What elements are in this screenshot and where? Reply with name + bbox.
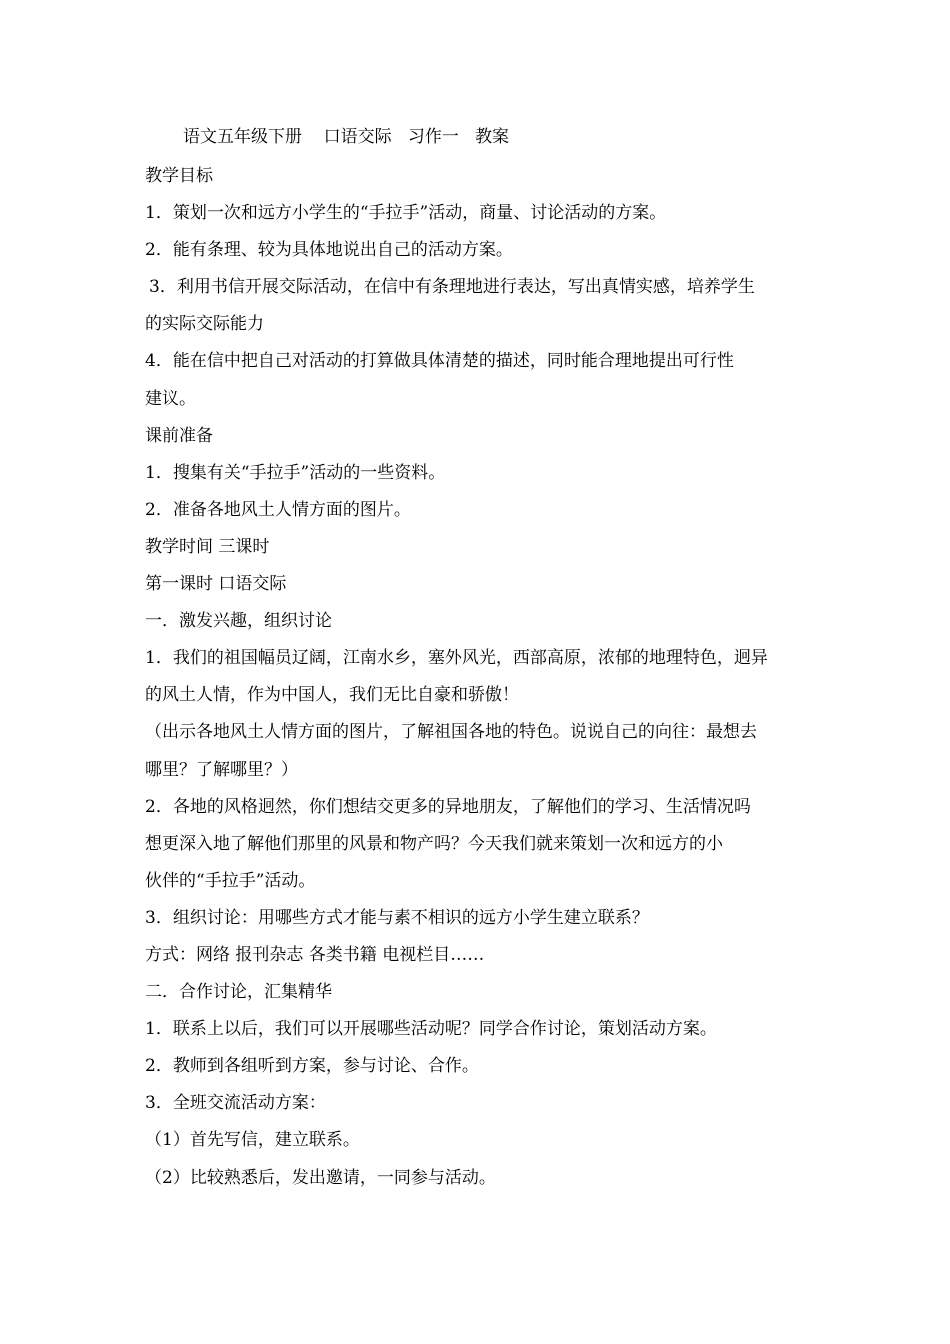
goal-item-3-cont: 的实际交际能力 <box>145 314 264 335</box>
section-one-note: （出示各地风土人情方面的图片，了解祖国各地的特色。说说自己的向往：最想去 <box>145 722 757 743</box>
heading-preparation: 课前准备 <box>145 425 213 446</box>
section-one-item-1: 1．我们的祖国幅员辽阔，江南水乡，塞外风光，西部高原，浓郁的地理特色，迥异 <box>145 648 768 669</box>
goal-item-4: 4．能在信中把自己对活动的打算做具体清楚的描述，同时能合理地提出可行性 <box>145 351 734 372</box>
prep-item-2: 2．准备各地风土人情方面的图片。 <box>145 499 411 520</box>
sub-item-1: （1）首先写信，建立联系。 <box>145 1130 360 1151</box>
methods-list: 方式：网络 报刊杂志 各类书籍 电视栏目…… <box>145 944 485 965</box>
section-two-item-2: 2．教师到各组听到方案，参与讨论、合作。 <box>145 1056 479 1077</box>
section-one-note-cont: 哪里？了解哪里？） <box>145 759 298 780</box>
section-two-item-1: 1．联系上以后，我们可以开展哪些活动呢？同学合作讨论，策划活动方案。 <box>145 1019 717 1040</box>
lesson-one-heading: 第一课时 口语交际 <box>145 574 287 595</box>
section-two-item-3: 3．全班交流活动方案： <box>145 1093 326 1114</box>
goal-item-3: 3．利用书信开展交际活动，在信中有条理地进行表达，写出真情实感，培养学生 <box>149 277 755 298</box>
section-one-heading: 一．激发兴趣，组织讨论 <box>145 611 332 632</box>
heading-teaching-goals: 教学目标 <box>145 166 213 186</box>
goal-item-4-cont: 建议。 <box>145 388 196 409</box>
document-title: 语文五年级下册 口语交际 习作一 教案 <box>183 127 510 147</box>
section-one-item-2-cont-2: 伙伴的“手拉手”活动。 <box>145 870 316 891</box>
goal-item-1: 1．策划一次和远方小学生的“手拉手”活动，商量、讨论活动的方案。 <box>145 203 667 224</box>
prep-item-1: 1．搜集有关“手拉手”活动的一些资料。 <box>145 462 446 483</box>
document-body <box>145 158 810 1197</box>
section-one-item-2: 2．各地的风格迥然，你们想结交更多的异地朋友，了解他们的学习、生活情况吗 <box>145 796 751 817</box>
section-one-item-3: 3．组织讨论：用哪些方式才能与素不相识的远方小学生建立联系？ <box>145 907 649 928</box>
sub-item-2: （2）比较熟悉后，发出邀请，一同参与活动。 <box>145 1167 496 1188</box>
section-one-item-1-cont: 的风土人情，作为中国人，我们无比自豪和骄傲！ <box>145 685 519 706</box>
teaching-time: 教学时间 三课时 <box>145 536 270 557</box>
section-one-item-2-cont: 想更深入地了解他们那里的风景和物产吗？今天我们就来策划一次和远方的小 <box>145 833 723 854</box>
goal-item-2: 2．能有条理、较为具体地说出自己的活动方案。 <box>145 240 513 261</box>
section-two-heading: 二．合作讨论，汇集精华 <box>145 982 332 1003</box>
